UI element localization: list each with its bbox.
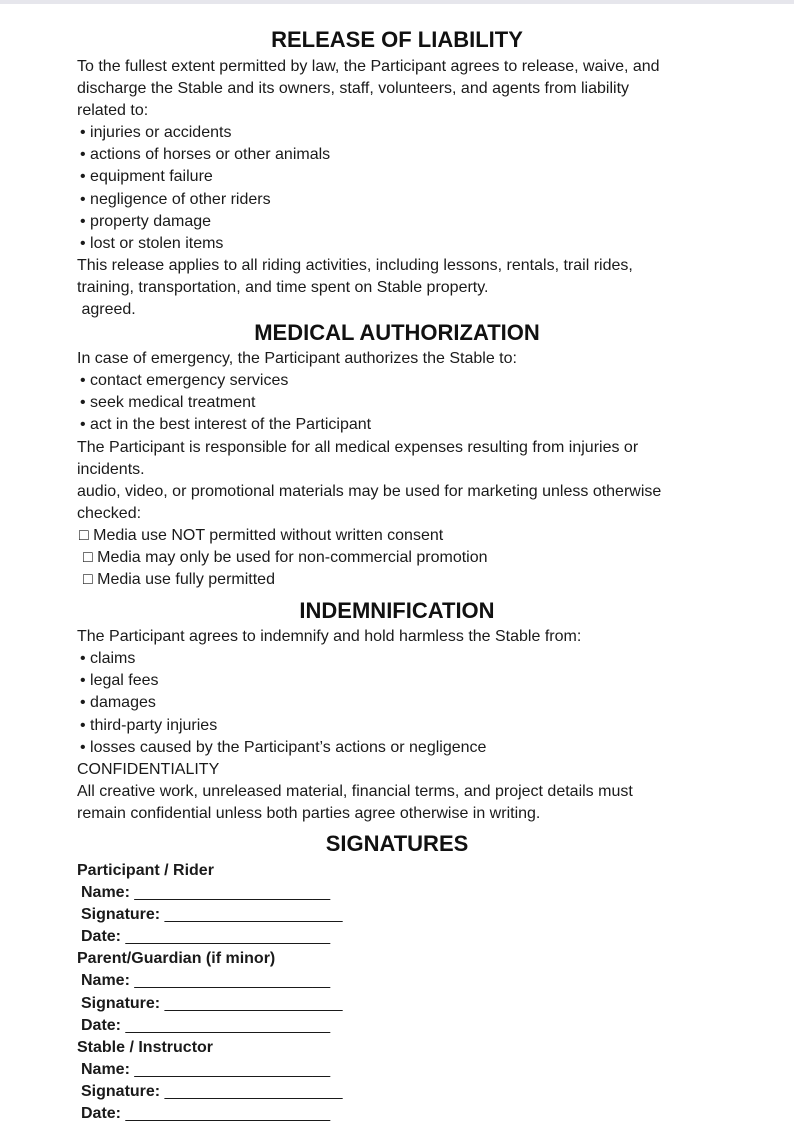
medical-text: The Participant is responsible for all medical expenses resulting from injuries or: [77, 438, 639, 456]
name-label: Name:: [81, 972, 130, 990]
signature-field[interactable]: [77, 904, 717, 926]
list-item: • third-party injuries: [80, 716, 218, 734]
date-line[interactable]: _______________________: [125, 1016, 331, 1034]
list-item: • injuries or accidents: [80, 124, 232, 142]
release-text: This release applies to all riding activities, including lessons, rentals, trail rides,: [77, 256, 633, 274]
medical-text: audio, video, or promotional materials may be used for marketing unless otherwise: [77, 482, 662, 500]
date-line[interactable]: _______________________: [125, 1105, 331, 1123]
signature-block-label: Stable / Instructor: [77, 1038, 214, 1056]
signature-line[interactable]: ____________________: [164, 906, 343, 924]
signature-block-label: Parent/Guardian (if minor): [77, 950, 276, 968]
medical-heading: MEDICAL AUTHORIZATION: [254, 320, 540, 346]
list-item: • damages: [80, 694, 156, 712]
list-item: • negligence of other riders: [80, 190, 271, 208]
name-line[interactable]: ______________________: [134, 884, 331, 902]
release-text: discharge the Stable and its owners, staff, volunteers, and agents from liability: [77, 80, 630, 98]
list-item: • legal fees: [80, 672, 159, 690]
signature-block-label: Participant / Rider: [77, 862, 214, 879]
signature-block-instructor: [77, 1037, 717, 1125]
confidentiality-text: remain confidential unless both parties agree otherwise in writing.: [77, 804, 541, 822]
medical-text: checked:: [77, 504, 142, 522]
media-option-checkbox[interactable]: □ Media use NOT permitted without written consent: [79, 526, 444, 544]
list-item: • losses caused by the Participant’s actions or negligence: [80, 738, 487, 756]
date-field[interactable]: [77, 926, 717, 948]
signature-field[interactable]: [77, 1081, 717, 1103]
signature-label: Signature:: [81, 994, 161, 1012]
name-label: Name:: [81, 884, 130, 902]
release-text: agreed.: [77, 301, 136, 319]
confidentiality-label: CONFIDENTIALITY: [77, 760, 220, 778]
list-item: • lost or stolen items: [80, 234, 224, 252]
name-line[interactable]: ______________________: [134, 1060, 331, 1078]
media-option-checkbox[interactable]: □ Media may only be used for non-commercial promotion: [83, 548, 488, 566]
name-field[interactable]: [77, 882, 717, 904]
medical-text: In case of emergency, the Participant authorizes the Stable to:: [77, 350, 517, 368]
name-line[interactable]: ______________________: [134, 972, 331, 990]
confidentiality-text: All creative work, unreleased material, financial terms, and project details must: [77, 782, 633, 800]
release-heading: RELEASE OF LIABILITY: [271, 27, 523, 52]
medical-text: incidents.: [77, 460, 145, 478]
date-label: Date:: [81, 928, 122, 946]
date-field[interactable]: [77, 1103, 717, 1125]
list-item: • property damage: [80, 212, 212, 230]
list-item: • contact emergency services: [80, 372, 289, 390]
release-text: training, transportation, and time spent on Stable property.: [77, 278, 489, 296]
signature-block-participant: [77, 860, 717, 948]
signature-line[interactable]: ____________________: [164, 1082, 343, 1100]
release-text: To the fullest extent permitted by law, the Participant agrees to release, waive, and: [77, 58, 660, 75]
name-field[interactable]: [77, 1059, 717, 1081]
signature-block-guardian: [77, 948, 717, 1036]
name-field[interactable]: [77, 970, 717, 992]
list-item: • actions of horses or other animals: [80, 146, 331, 164]
release-text: related to:: [77, 102, 149, 120]
list-item: • act in the best interest of the Participant: [80, 416, 372, 434]
signatures-heading: SIGNATURES: [325, 831, 469, 856]
signature-label: Signature:: [81, 1082, 161, 1100]
signature-line[interactable]: ____________________: [164, 994, 343, 1012]
signature-label: Signature:: [81, 906, 161, 924]
top-bar: [0, 0, 794, 4]
date-label: Date:: [81, 1105, 122, 1123]
indemnification-text: The Participant agrees to indemnify and hold harmless the Stable from:: [77, 628, 582, 646]
media-option-checkbox[interactable]: □ Media use fully permitted: [83, 571, 275, 589]
indemnification-heading: INDEMNIFICATION: [299, 598, 495, 624]
document-page: [77, 27, 717, 1125]
list-item: • claims: [80, 650, 136, 668]
name-label: Name:: [81, 1060, 130, 1078]
signature-field[interactable]: [77, 993, 717, 1015]
list-item: • seek medical treatment: [80, 394, 256, 412]
date-field[interactable]: [77, 1015, 717, 1037]
date-label: Date:: [81, 1016, 122, 1034]
date-line[interactable]: _______________________: [125, 928, 331, 946]
list-item: • equipment failure: [80, 168, 213, 186]
